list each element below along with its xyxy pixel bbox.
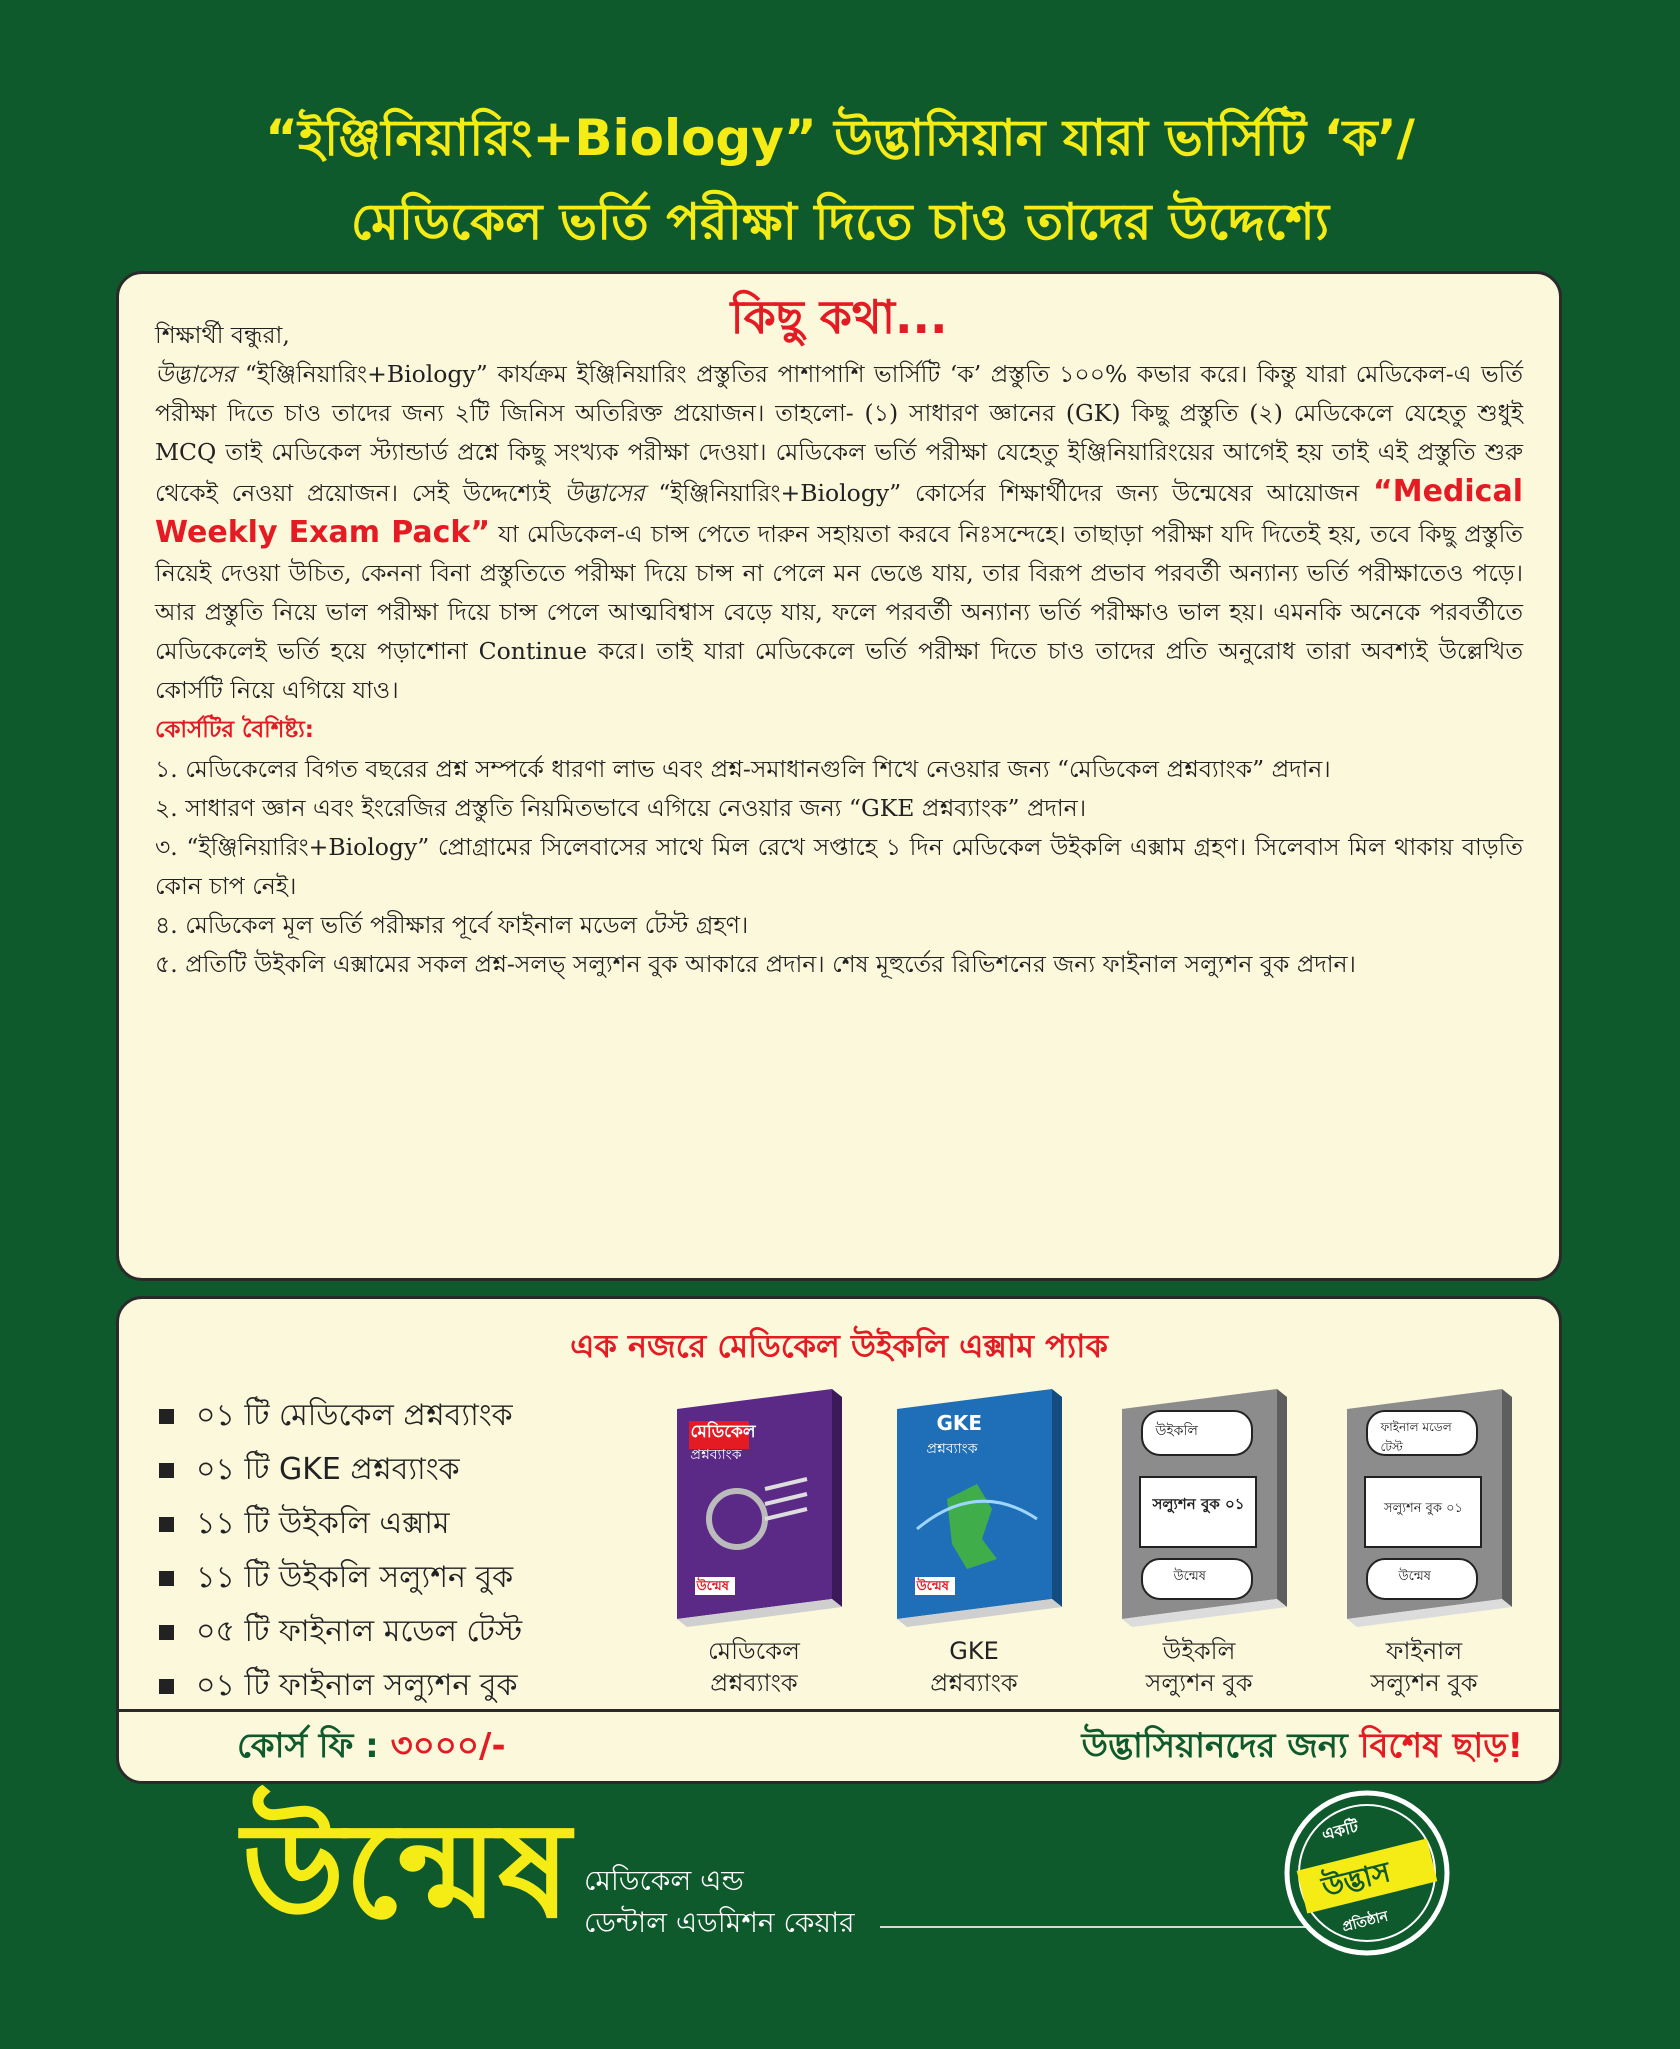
headline <box>60 96 1620 264</box>
pack-panel <box>116 1296 1562 1784</box>
book-cover-brand: উন্মেষ <box>696 1579 729 1594</box>
pack-item-label: ০৫ টি ফাইনাল মডেল টেস্ট <box>196 1614 523 1649</box>
book-caption-line: সল্যুশন বুক <box>1145 1669 1253 1697</box>
pack-item <box>159 1497 522 1551</box>
feature-item: ২. সাধারণ জ্ঞান এবং ইংরেজির প্রস্তুতি নিয়মিতভাবে এগিয়ে নেওয়ার জন্য “GKE প্রশ্নব্যাংক” প্রদান। <box>155 794 1087 822</box>
pack-item <box>159 1443 522 1497</box>
book-caption-line: ফাইনাল <box>1385 1637 1463 1665</box>
stamp-bottom-text: প্রতিষ্ঠান <box>1340 1908 1390 1936</box>
book-caption-line: প্রশ্নব্যাংক <box>710 1669 798 1697</box>
book-cover-title: মেডিকেল <box>690 1422 756 1442</box>
discount-highlight: বিশেষ ছাড়! <box>1359 1726 1523 1766</box>
book-cover-title: GKE <box>936 1411 983 1435</box>
square-bullet-icon <box>159 1679 174 1694</box>
book-caption <box>879 1635 1069 1699</box>
brand-logo: উন্মেষ <box>242 1794 571 1948</box>
book-cover-image <box>1337 1389 1512 1629</box>
book-final-solution <box>1329 1389 1519 1699</box>
pack-item-label: ১১ টি উইকলি এক্সাম <box>196 1506 450 1541</box>
pack-item-label: ০১ টি মেডিকেল প্রশ্নব্যাংক <box>196 1398 513 1433</box>
book-weekly-solution <box>1104 1389 1294 1699</box>
pack-item-label: ১১ টি উইকলি সল্যুশন বুক <box>196 1560 514 1595</box>
fee-amount: ৩০০০/- <box>390 1726 506 1766</box>
brand-underline <box>880 1926 1350 1928</box>
book-cover-image <box>667 1389 842 1629</box>
book-gallery <box>649 1389 1529 1709</box>
pack-item <box>159 1659 522 1713</box>
book-caption-line: সল্যুশন বুক <box>1370 1669 1478 1697</box>
intro-paragraph <box>155 355 1523 710</box>
pack-item <box>159 1551 522 1605</box>
stamp-brand-text: উদ্ভাস <box>1318 1855 1394 1904</box>
pack-title: এক নজরে মেডিকেল উইকলি এক্সাম প্যাক <box>570 1327 1108 1365</box>
square-bullet-icon <box>159 1625 174 1640</box>
book-caption-line: GKE <box>949 1637 999 1665</box>
brand-tagline-line: মেডিকেল এন্ড <box>584 1864 744 1897</box>
pack-item-label: ০১ টি GKE প্রশ্নব্যাংক <box>196 1452 460 1487</box>
discount-note <box>1082 1720 1523 1777</box>
headline-line-1: “ইঞ্জিনিয়ারিং+Biology” উদ্ভাসিয়ান যারা ভার্সিটি ‘ক’/ <box>265 109 1415 167</box>
square-bullet-icon <box>159 1409 174 1424</box>
feature-item: ১. মেডিকেলের বিগত বছরের প্রশ্ন সম্পর্কে ধারণা লাভ এবং প্রশ্ন-সমাধানগুলি শিখে নেওয়ার জন্য “মেডিকেল প্রশ্নব্যাংক” প্রদান। <box>155 755 1331 783</box>
book-medical-question-bank <box>659 1389 849 1699</box>
feature-item: ৩. “ইঞ্জিনিয়ারিং+Biology” প্রোগ্রামের সিলেবাসের সাথে মিল রেখে সপ্তাহে ১ দিন মেডিকেল উইকলি এক্সাম গ্রহণ। সিলেবাস মিল থাকায় বাড়তি কোন চাপ নেই। <box>155 833 1523 900</box>
fee-label: কোর্স ফি : <box>237 1726 391 1766</box>
book-caption-line: প্রশ্নব্যাংক <box>930 1669 1018 1697</box>
intro-title: কিছু কথা... <box>730 290 948 344</box>
intro-body <box>155 316 1523 984</box>
book-cover-image <box>887 1389 1062 1629</box>
book-caption-line: মেডিকেল <box>708 1637 800 1665</box>
discount-text: উদ্ভাসিয়ানদের জন্য <box>1081 1726 1360 1766</box>
brand-inline-2: উদ্ভাসের <box>564 479 645 507</box>
book-cover-subtitle: প্রশ্নব্যাংক <box>690 1447 742 1463</box>
book-caption-line: উইকলি <box>1162 1637 1236 1665</box>
square-bullet-icon <box>159 1463 174 1478</box>
book-cover-brand: উন্মেষ <box>916 1579 949 1594</box>
brand-inline: উদ্ভাসের <box>155 360 236 388</box>
book-cover-subtitle: সল্যুশন বুক ০১ <box>1384 1501 1463 1516</box>
intro-text-c: যা মেডিকেল-এ চান্স পেতে দারুন সহায়তা করবে নিঃসন্দেহে। তাছাড়া পরীক্ষা যদি দিতেই হয়, তবে কিছু প্রস্তুতি নিয়েই দেওয়া উচিত, কেননা বিনা প্রস্তুতিতে পরীক্ষা দিয়ে চান্স না পেলে মন ভেঙে যায়, তার বিরূপ প্রভাব পরবর্তী অন্যান্য ভর্তি পরীক্ষাতেও পড়ে। আর প্রস্তুতি নিয়ে ভাল পরীক্ষা দিয়ে চান্স পেলে আত্মবিশ্বাস বেড়ে যায়, ফলে পরবর্তী অন্যান্য ভর্তি পরীক্ষাও ভাল হয়। এমনকি অনেকে পরবর্তীতে মেডিকেলেই ভর্তি হয়ে পড়াশোনা Continue করে। তাই যারা মেডিকেলে ভর্তি পরীক্ষা দিতে চাও তাদের প্রতি অনুরোধ তারা অবশ্যই উল্লেখিত কোর্সটি নিয়ে এগিয়ে যাও। <box>155 520 1523 704</box>
book-caption <box>659 1635 849 1699</box>
book-gke-question-bank <box>879 1389 1069 1699</box>
features-heading: কোর্সটির বৈশিষ্ট্য: <box>155 717 315 743</box>
headline-line-2: মেডিকেল ভর্তি পরীক্ষা দিতে চাও তাদের উদ্দেশ্যে <box>350 193 1330 251</box>
square-bullet-icon <box>159 1571 174 1586</box>
feature-item: ৫. প্রতিটি উইকলি এক্সামের সকল প্রশ্ন-সলভ্ সল্যুশন বুক আকারে প্রদান। শেষ মূহুর্তের রিভিশনের জন্য ফাইনাল সল্যুশন বুক প্রদান। <box>155 950 1356 978</box>
udvash-stamp <box>1282 1788 1452 1958</box>
brand-tagline-line: ডেন্টাল এডমিশন কেয়ার <box>584 1906 855 1939</box>
pack-item <box>159 1605 522 1659</box>
brand-tagline <box>584 1860 855 1944</box>
book-cover-subtitle: সল্যুশন বুক ০১ <box>1152 1495 1245 1513</box>
book-cover-title: ফাইনাল মডেল টেস্ট <box>1380 1420 1452 1454</box>
salutation: শিক্ষার্থী বন্ধুরা, <box>155 321 290 349</box>
intro-text-a: “ইঞ্জিনিয়ারিং+Biology” কার্যক্রম ইঞ্জিনিয়ারিং প্রস্তুতির পাশাপাশি ভার্সিটি ‘ক’ প্রস্তুতি ১০০% কভার করে। কিন্তু যারা মেডিকেল-এ ভর্তি পরীক্ষা দিতে চাও তাদের জন্য ২টি জিনিস অতিরিক্ত প্রয়োজন। তাহলো- (১) সাধারণ জ্ঞানের (GK) কিছু প্রস্তুতি (২) মেডিকেলে যেহেতু শুধুই MCQ তাই মেডিকেল স্ট্যান্ডার্ড প্রশ্নে কিছু সংখ্যক পরীক্ষা দেওয়া। মেডিকেল ভর্তি পরীক্ষা যেহেতু ইঞ্জিনিয়ারিংয়ের আগেই হয় তাই এই প্রস্তুতি শুরু থেকেই নেওয়া প্রয়োজন। সেই উদ্দেশ্যেই <box>155 360 1523 507</box>
book-cover-title: উইকলি <box>1155 1423 1198 1439</box>
pack-item-list <box>159 1389 522 1713</box>
fee-row <box>119 1709 1559 1781</box>
intro-text-b: “ইঞ্জিনিয়ারিং+Biology” কোর্সের শিক্ষার্থীদের জন্য উন্মেষের আয়োজন <box>644 479 1373 507</box>
book-caption <box>1104 1635 1294 1699</box>
book-cover-subtitle: প্রশ্নব্যাংক <box>926 1441 978 1457</box>
pack-item <box>159 1389 522 1443</box>
book-cover-brand: উন্মেষ <box>1173 1569 1206 1584</box>
square-bullet-icon <box>159 1517 174 1532</box>
book-cover-brand: উন্মেষ <box>1398 1569 1431 1584</box>
pack-name-highlight: “Medical Weekly Exam Pack” <box>155 474 1523 550</box>
pack-item-label: ০১ টি ফাইনাল সল্যুশন বুক <box>196 1668 518 1703</box>
book-cover-image <box>1112 1389 1287 1629</box>
intro-panel <box>116 271 1562 1281</box>
course-fee <box>237 1720 506 1777</box>
feature-item: ৪. মেডিকেল মূল ভর্তি পরীক্ষার পূর্বে ফাইনাল মডেল টেস্ট গ্রহণ। <box>155 911 749 939</box>
book-caption <box>1329 1635 1519 1699</box>
stamp-top-text: একটি <box>1320 1816 1361 1845</box>
